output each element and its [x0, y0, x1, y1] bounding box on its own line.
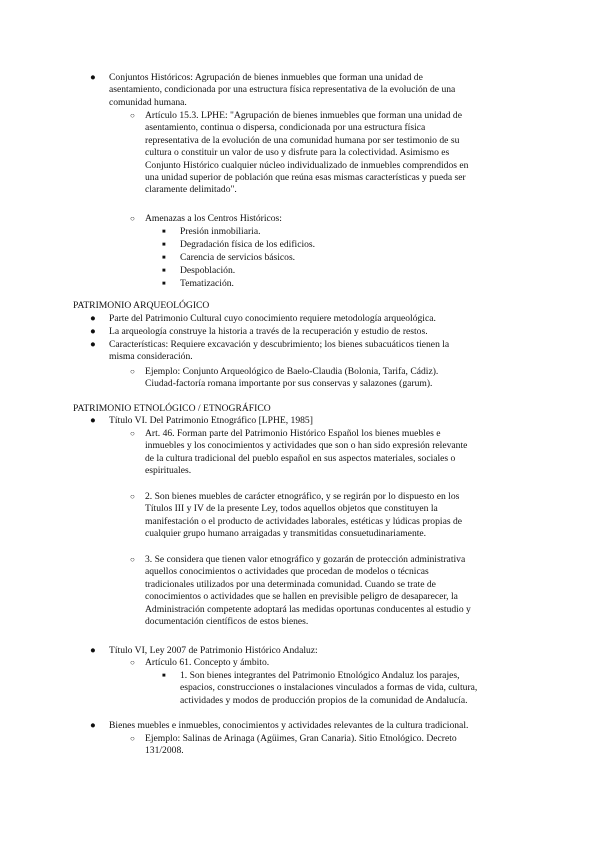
bullet-circle: ○ — [130, 555, 135, 564]
articulo-61: Artículo 61. Concepto y ámbito. — [145, 657, 270, 668]
arqueologico-bullet-2: La arqueología construye la historia a través de la recuperación y estudio de restos. — [109, 326, 428, 337]
bienes-bullet: Bienes muebles e inmuebles, conocimientos y actividades relevantes de la cultura tradicional. — [109, 720, 469, 731]
etnologico-ejemplo: Ejemplo: Salinas de Arinaga (Agüimes, Gran Canaria). Sitio Etnológico. Decreto 131/2008. — [145, 733, 457, 757]
bullet-circle: ○ — [130, 367, 135, 376]
bullet-circle: ○ — [130, 492, 135, 501]
bullet-circle: ○ — [130, 658, 135, 667]
bullet-square: ■ — [162, 281, 166, 287]
bullet-square: ■ — [162, 673, 166, 679]
section-heading-arqueologico: PATRIMONIO ARQUEOLÓGICO — [73, 300, 210, 311]
bullet-disc: ● — [90, 72, 96, 83]
titulo-vi-lphe: Título VI. Del Patrimonio Etnográfico [LPHE, 1985] — [109, 415, 313, 426]
art-46: Art. 46. Forman parte del Patrimonio Histórico Español los bienes muebles e inmuebles y los conocimientos y actividades que son o han sido expresión relevante de la cultura tradicional del pueblo español en sus aspectos materiales, sociales o espirituales. — [145, 428, 468, 477]
bullet-square: ■ — [162, 229, 166, 235]
bullet-square: ■ — [162, 255, 166, 261]
bullet-disc: ● — [90, 339, 96, 350]
bullet-square: ■ — [162, 268, 166, 274]
amenaza-item: Carencia de servicios básicos. — [180, 252, 296, 263]
art-46-paragraph-3: 3. Se considera que tienen valor etnográfico y gozarán de protección administrativa aquellos conocimientos o actividades que procedan de modelos o técnicas tradicionales utilizados por una determinada comunidad. Cuando se trate de conocimientos o actividades que se hallen en previsible peligro de desaparecer, la Administración competente adoptará las medidas oportunas conducentes al estudio y documentación científicos de estos bienes. — [145, 554, 471, 628]
bullet-circle: ○ — [130, 734, 135, 743]
bullet-circle: ○ — [130, 111, 135, 120]
art-46-paragraph-2: 2. Son bienes muebles de carácter etnográfico, y se regirán por lo dispuesto en los Títulos III y IV de la presente Ley, todos aquellos objetos que constituyen la manifestación o el producto de actividades laborales, estéticas y lúdicas propias de cualquier grupo humano arraigadas y transmitidas consuetudinariamente. — [145, 491, 463, 540]
conjuntos-historicos-bullet: Conjuntos Históricos: Agrupación de bienes inmuebles que forman una unidad de asentamiento, condicionada por una estructura física representativa de la evolución de una comunidad humana. — [109, 72, 456, 108]
arqueologico-ejemplo: Ejemplo: Conjunto Arqueológico de Baelo-Claudia (Bolonia, Tarifa, Cádiz). Ciudad-factoría romana importante por sus conservas y salazones (garum). — [145, 366, 439, 390]
amenaza-item: Presión inmobiliaria. — [180, 226, 261, 237]
articulo-61-paragraph-1: 1. Son bienes integrantes del Patrimonio Etnológico Andaluz los parajes, espacios, construcciones o instalaciones vinculados a formas de vida, cultura, actividades y modos de producción propios de la comunidad de Andalucía. — [180, 670, 478, 706]
amenaza-item: Despoblación. — [180, 265, 236, 276]
titulo-vi-ley-2007: Título VI, Ley 2007 de Patrimonio Histórico Andaluz: — [109, 645, 318, 656]
bullet-circle: ○ — [130, 214, 135, 223]
amenaza-item: Degradación física de los edificios. — [180, 239, 316, 250]
bullet-circle: ○ — [130, 429, 135, 438]
amenazas-heading: Amenazas a los Centros Históricos: — [145, 213, 282, 224]
section-heading-etnologico: PATRIMONIO ETNOLÓGICO / ETNOGRÁFICO — [73, 403, 271, 414]
arqueologico-bullet-3: Características: Requiere excavación y descubrimiento; los bienes subacuáticos tienen la misma consideración. — [109, 339, 450, 363]
bullet-disc: ● — [90, 720, 96, 731]
bullet-square: ■ — [162, 242, 166, 248]
arqueologico-bullet-1: Parte del Patrimonio Cultural cuyo conocimiento requiere metodología arqueológica. — [109, 313, 436, 324]
bullet-disc: ● — [90, 313, 96, 324]
articulo-15-3: Artículo 15.3. LPHE: "Agrupación de bienes inmuebles que forman una unidad de asentamiento, continua o dispersa, condicionada por una estructura física representativa de la evolución de una comunidad humana por ser testimonio de su cultura o constituir un valor de uso y disfrute para la colectividad. Asimismo es Conjunto Histórico cualquier núcleo individualizado de inmuebles comprendidos en una unidad superior de población que reúna esas mismas características y pueda ser claramente delimitado". — [145, 110, 469, 196]
bullet-disc: ● — [90, 326, 96, 337]
bullet-disc: ● — [90, 415, 96, 426]
amenaza-item: Tematización. — [180, 278, 234, 289]
bullet-disc: ● — [90, 645, 96, 656]
